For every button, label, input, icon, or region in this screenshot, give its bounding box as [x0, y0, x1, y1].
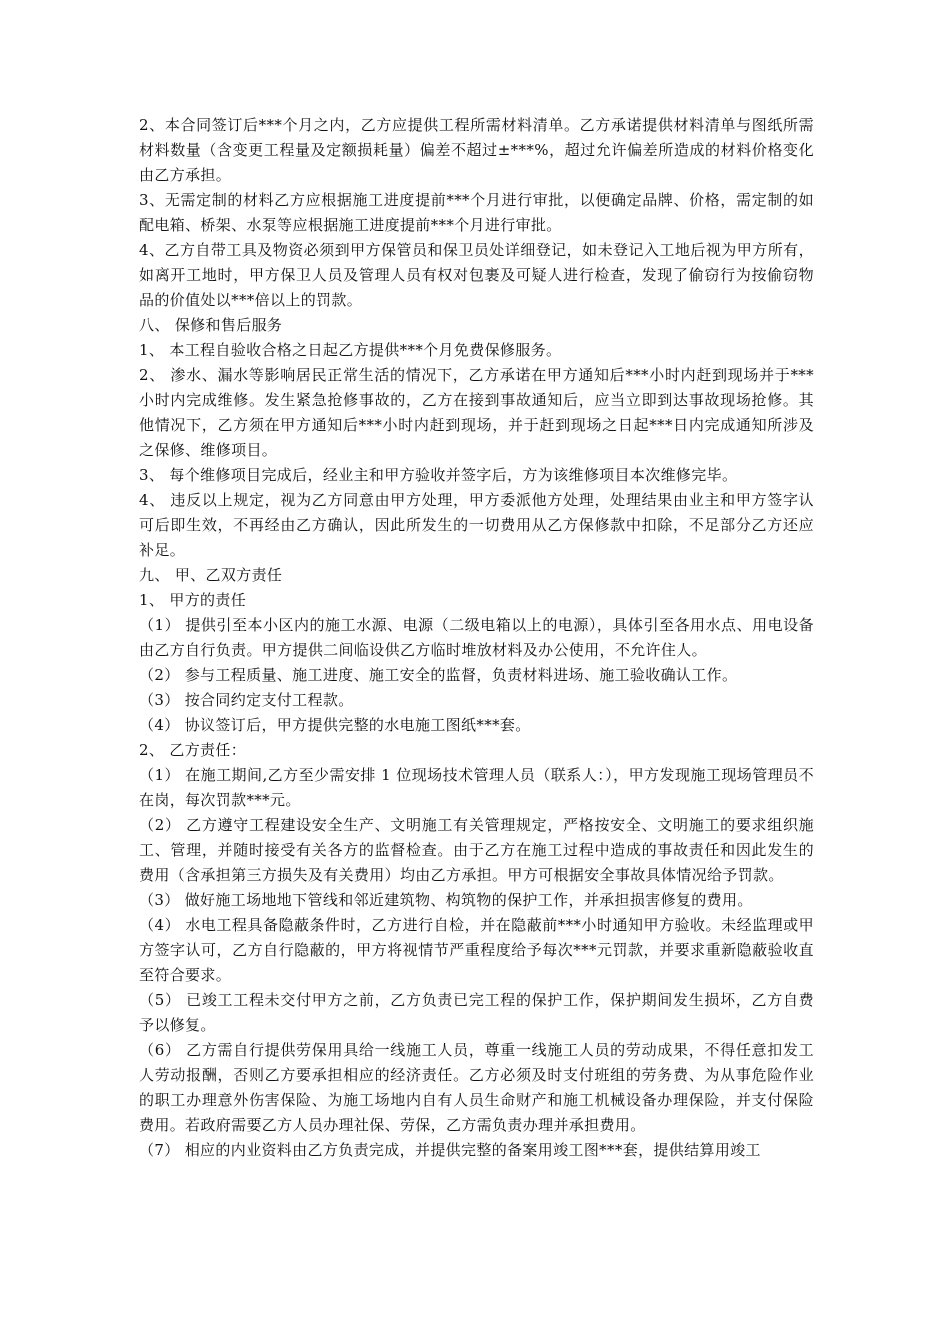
warranty-item-3: 3、 每个维修项目完成后，经业主和甲方验收并签字后，方为该维修项目本次维修完毕。 — [139, 466, 738, 484]
party-a-heading: 1、 甲方的责任 — [139, 591, 247, 609]
party-a-item-1: （1） 提供引至本小区内的施工水源、电源（二级电箱以上的电源），具体引至各用水点、用电设备由乙方自行负责。甲方提供二间临设供乙方临时堆放材料及办公使用，不允许住人。 — [139, 616, 814, 659]
party-b-item-6: （6） 乙方需自行提供劳保用具给一线施工人员，尊重一线施工人员的劳动成果，不得任意扣发工人劳动报酬，否则乙方要承担相应的经济责任。乙方必须及时支付班组的劳务费、为从事危险作业的职工办理意外伤害保险、为施工场地内自有人员生命财产和施工机械设备办理保险，并支付保险费用。若政府需要乙方人员办理社保、劳保，乙方需负责办理并承担费用。 — [139, 1041, 814, 1134]
party-a-item-3: （3） 按合同约定支付工程款。 — [139, 691, 354, 709]
warranty-item-4: 4、 违反以上规定，视为乙方同意由甲方处理，甲方委派他方处理，处理结果由业主和甲方签字认可后即生效，不再经由乙方确认，因此所发生的一切费用从乙方保修款中扣除，不足部分乙方还应补足。 — [139, 491, 814, 559]
document-page — [139, 113, 814, 1163]
warranty-item-1: 1、 本工程自验收合格之日起乙方提供***个月免费保修服务。 — [139, 341, 562, 359]
party-a-item-2: （2） 参与工程质量、施工进度、施工安全的监督，负责材料进场、施工验收确认工作。 — [139, 666, 738, 684]
party-a-item-4: （4） 协议签订后，甲方提供完整的水电施工图纸***套。 — [139, 716, 531, 734]
party-b-item-7: （7） 相应的内业资料由乙方负责完成，并提供完整的备案用竣工图***套，提供结算用竣工 — [139, 1141, 761, 1159]
warranty-item-2: 2、 渗水、漏水等影响居民正常生活的情况下，乙方承诺在甲方通知后***小时内赶到现场并于***小时内完成维修。发生紧急抢修事故的，乙方在接到事故通知后，应当立即到达事故现场抢修。其他情况下，乙方须在甲方通知后***小时内赶到现场，并于赶到现场之日起***日内完成通知所涉及之保修、维修项目。 — [139, 366, 814, 459]
clause-material-list: 2、本合同签订后***个月之内，乙方应提供工程所需材料清单。乙方承诺提供材料清单与图纸所需材料数量（含变更工程量及定额损耗量）偏差不超过±***%，超过允许偏差所造成的材料价格变化由乙方承担。 — [139, 116, 814, 184]
clause-tool-registration: 4、乙方自带工具及物资必须到甲方保管员和保卫员处详细登记，如未登记入工地后视为甲方所有，如离开工地时，甲方保卫人员及管理人员有权对包裹及可疑人进行检查，发现了偷窃行为按偷窃物品的价值处以***倍以上的罚款。 — [139, 241, 814, 309]
clause-material-approval: 3、无需定制的材料乙方应根据施工进度提前***个月进行审批，以便确定品牌、价格，需定制的如配电箱、桥架、水泵等应根据施工进度提前***个月进行审批。 — [139, 191, 814, 234]
party-b-item-3: （3） 做好施工场地地下管线和邻近建筑物、构筑物的保护工作，并承担损害修复的费用。 — [139, 891, 753, 909]
section-heading-warranty: 八、 保修和售后服务 — [139, 316, 283, 334]
party-b-heading: 2、 乙方责任： — [139, 741, 247, 759]
party-b-item-1: （1） 在施工期间,乙方至少需安排 1 位现场技术管理人员（联系人：），甲方发现施工现场管理员不在岗，每次罚款***元。 — [139, 766, 814, 809]
party-b-item-5: （5） 已竣工工程未交付甲方之前，乙方负责已完工程的保护工作，保护期间发生损坏，乙方自费予以修复。 — [139, 991, 814, 1034]
section-heading-responsibilities: 九、 甲、乙双方责任 — [139, 566, 283, 584]
party-b-item-4: （4） 水电工程具备隐蔽条件时，乙方进行自检，并在隐蔽前***小时通知甲方验收。未经监理或甲方签字认可，乙方自行隐蔽的，甲方将视情节严重程度给予每次***元罚款，并要求重新隐蔽验收直至符合要求。 — [139, 916, 814, 984]
party-b-item-2: （2） 乙方遵守工程建设安全生产、文明施工有关管理规定，严格按安全、文明施工的要求组织施工、管理，并随时接受有关各方的监督检查。由于乙方在施工过程中造成的事故责任和因此发生的费用（含承担第三方损失及有关费用）均由乙方承担。甲方可根据安全事故具体情况给予罚款。 — [139, 816, 814, 884]
